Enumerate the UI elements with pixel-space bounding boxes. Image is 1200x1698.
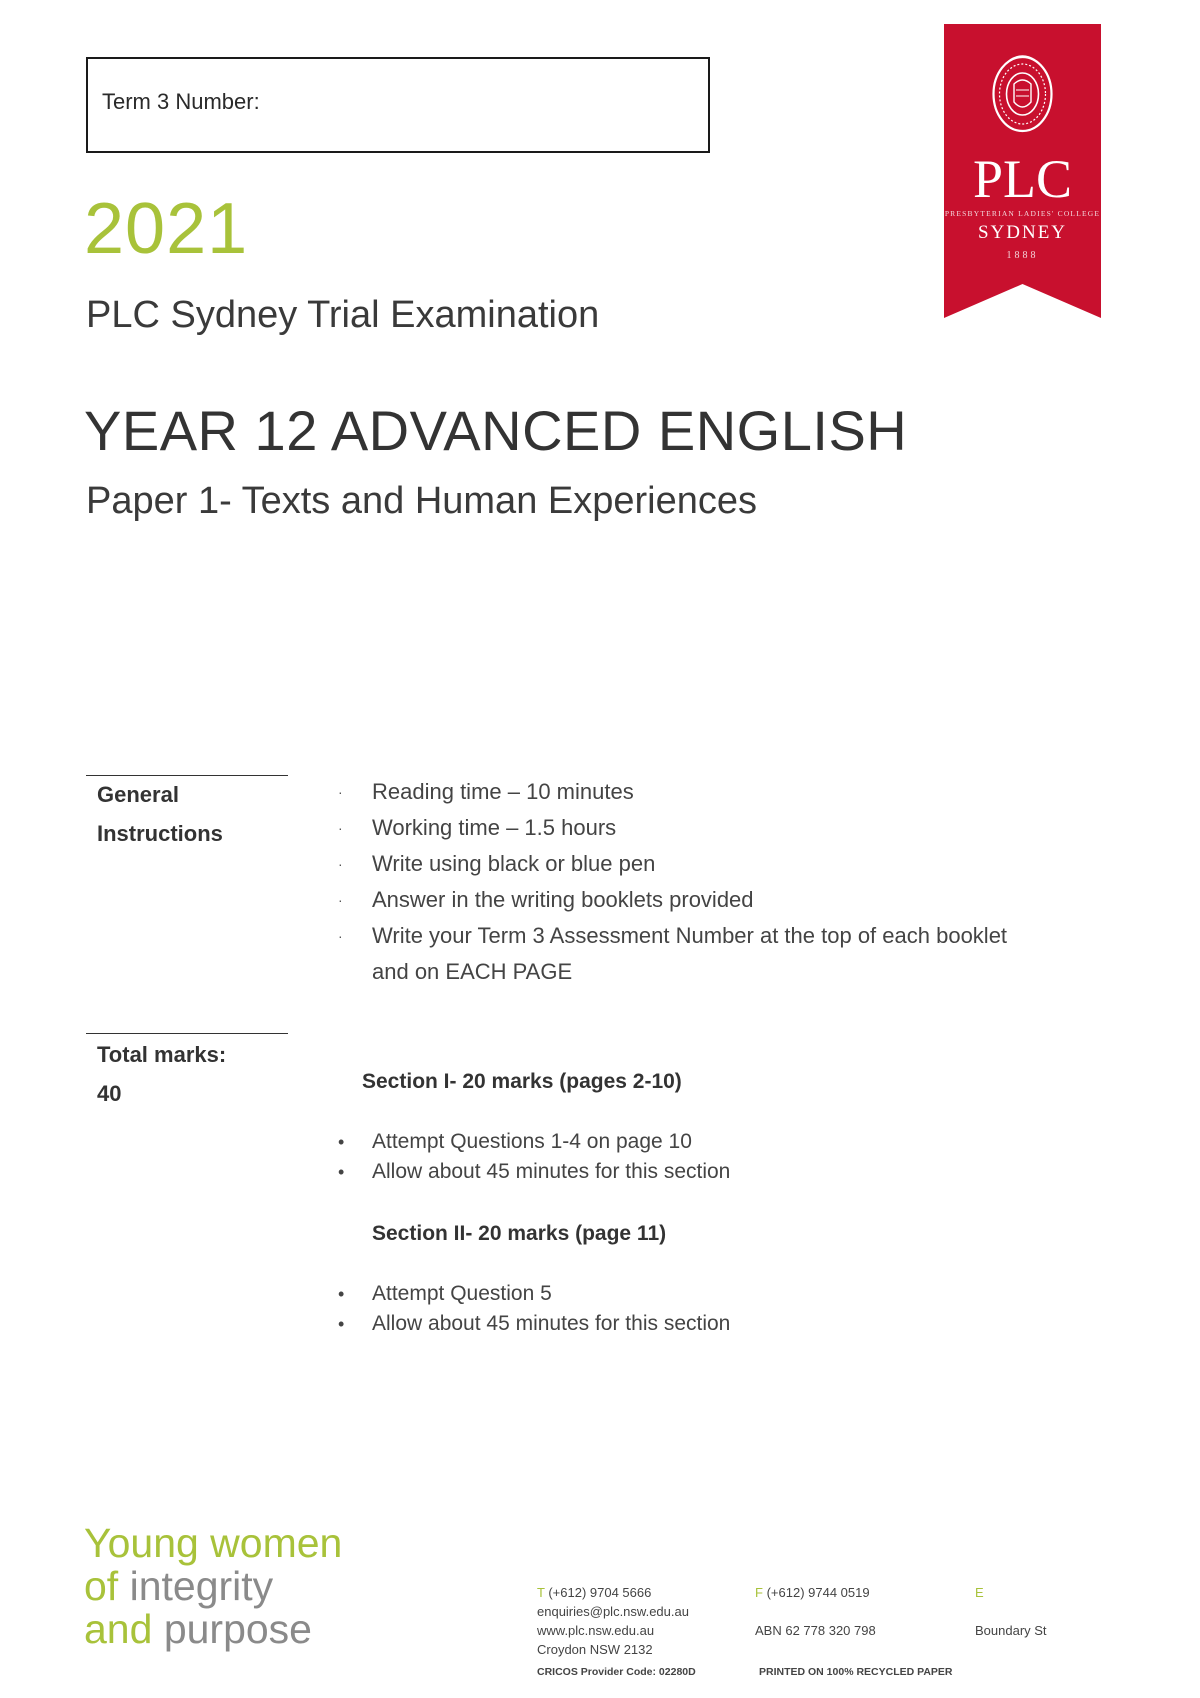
- list-item: [338, 918, 1092, 954]
- crest-full-name: PRESBYTERIAN LADIES' COLLEGE: [944, 209, 1101, 218]
- cricos-code: CRICOS Provider Code: 02280D: [537, 1666, 696, 1678]
- paper-title: Paper 1- Texts and Human Experiences: [86, 480, 757, 522]
- website-link[interactable]: www.plc.nsw.edu.au: [537, 1623, 655, 1638]
- bullet-icon: ·: [338, 856, 343, 872]
- total-marks-text: Total marks:: [97, 1042, 227, 1067]
- list-item: [338, 1279, 1072, 1309]
- item-text: Allow about 45 minutes for this section: [372, 1312, 731, 1335]
- motto-word: integrity: [129, 1563, 274, 1609]
- email-link[interactable]: enquiries@plc.nsw.edu.au: [537, 1604, 689, 1619]
- item-text: Allow about 45 minutes for this section: [372, 1160, 731, 1183]
- term-number-label: Term 3 Number:: [102, 89, 260, 114]
- motto-word: purpose: [163, 1606, 312, 1652]
- section-2-heading: Section II- 20 marks (page 11): [372, 1222, 667, 1245]
- recycled-paper-note: PRINTED ON 100% RECYCLED PAPER: [759, 1666, 953, 1678]
- bullet-icon: •: [338, 1314, 345, 1334]
- suburb: Croydon NSW 2132: [537, 1642, 653, 1657]
- section-2-list: [338, 1279, 1072, 1339]
- item-text: Attempt Questions 1-4 on page 10: [372, 1130, 692, 1153]
- section-1-heading: Section I- 20 marks (pages 2-10): [362, 1070, 682, 1093]
- total-marks-label: [97, 1035, 226, 1113]
- item-text: Reading time – 10 minutes: [372, 779, 634, 804]
- email-key: E: [975, 1585, 984, 1600]
- motto-word: of: [84, 1563, 130, 1609]
- fax-number: (+612) 9744 0519: [766, 1585, 870, 1600]
- general-instructions-label: [97, 775, 223, 853]
- crest-city: SYDNEY: [977, 222, 1068, 243]
- crest-name: PLC: [972, 149, 1073, 209]
- item-text: Attempt Question 5: [372, 1282, 552, 1305]
- list-item: [338, 810, 1092, 846]
- item-text: Write your Term 3 Assessment Number at the top of each booklet: [372, 923, 1008, 948]
- item-text: Working time – 1.5 hours: [372, 815, 617, 840]
- plc-crest-logo: [944, 24, 1101, 318]
- contact-column-1: [537, 1583, 689, 1659]
- motto-line-1: Young women: [84, 1520, 343, 1566]
- list-item: [338, 1127, 1072, 1157]
- contact-column-2: [755, 1583, 876, 1640]
- section-1-list: [338, 1127, 1072, 1187]
- bullet-icon: ·: [338, 892, 343, 908]
- label-line-2: Instructions: [97, 821, 223, 846]
- list-item: [338, 846, 1092, 882]
- bullet-icon: ·: [338, 928, 343, 944]
- contact-column-3: [975, 1583, 1047, 1640]
- abn: ABN 62 778 320 798: [755, 1623, 876, 1638]
- motto-word: and: [84, 1606, 164, 1652]
- fax-key: F: [755, 1585, 763, 1600]
- item-text: and on EACH PAGE: [372, 959, 573, 984]
- bullet-icon: ·: [338, 820, 343, 836]
- list-item: [338, 774, 1092, 810]
- instructions-list: [338, 774, 1092, 990]
- bullet-icon: •: [338, 1132, 345, 1152]
- list-item-continuation: [372, 954, 1092, 990]
- school-motto: [84, 1522, 342, 1651]
- course-title: YEAR 12 ADVANCED ENGLISH: [84, 399, 908, 462]
- total-marks-value: 40: [97, 1081, 122, 1106]
- phone-key: T: [537, 1585, 545, 1600]
- divider: [86, 1033, 288, 1034]
- crest-founded: 1888: [1006, 250, 1039, 261]
- exam-subtitle: PLC Sydney Trial Examination: [86, 294, 600, 336]
- label-line-1: General: [97, 782, 179, 807]
- street-address: Boundary St: [975, 1623, 1047, 1638]
- list-item: [338, 1157, 1072, 1187]
- item-text: Answer in the writing booklets provided: [372, 887, 754, 912]
- exam-year: 2021: [84, 189, 249, 269]
- term-number-box[interactable]: [86, 57, 710, 153]
- bullet-icon: •: [338, 1162, 345, 1182]
- phone-number: (+612) 9704 5666: [548, 1585, 652, 1600]
- list-item: [338, 882, 1092, 918]
- bullet-icon: ·: [338, 784, 343, 800]
- item-text: Write using black or blue pen: [372, 851, 656, 876]
- list-item: [338, 1309, 1072, 1339]
- bullet-icon: •: [338, 1284, 345, 1304]
